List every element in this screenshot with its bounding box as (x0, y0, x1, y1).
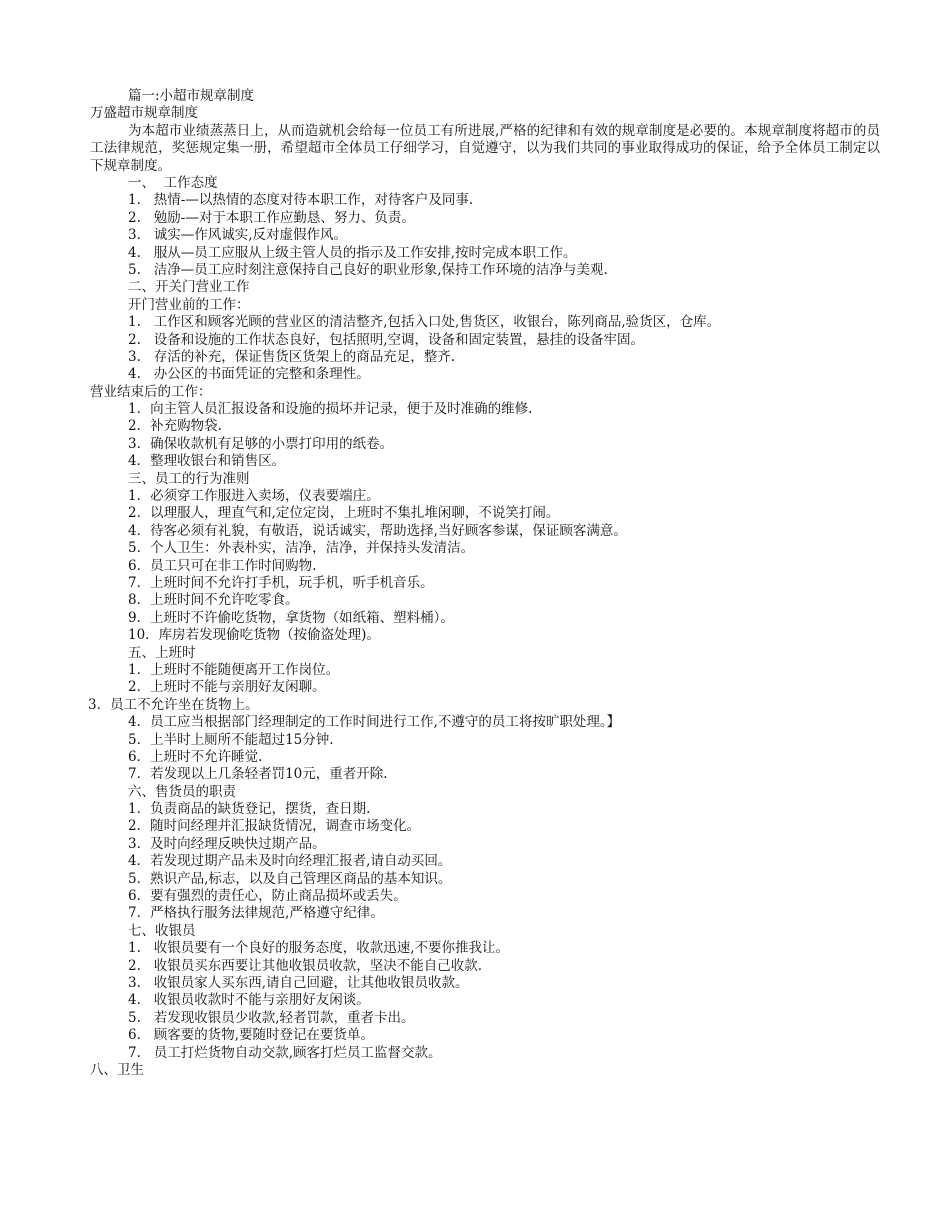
list-item: 5．熟识产品,标志，以及自己管理区商品的基本知识。 (128, 870, 452, 887)
list-item: 1．必须穿工作服进入卖场，仪表要端庄。 (128, 488, 380, 505)
list-item: 5．个人卫生：外表朴实，洁净，洁净，并保持头发清洁。 (128, 540, 475, 557)
list-item: 6．员工只可在非工作时间购物. (128, 557, 317, 574)
intro-paragraph: 为本超市业绩蒸蒸日上，从而造就机会给每一位员工有所进展,严格的纪律和有效的规章制度是必要的。本规章制度将超市的员工法律规范，奖惩规定集一册，希望超市全体员工仔细学习，自觉遵守，以为我们共同的事业取得成功的保证，给予全体员工制定以下规章制度。 (90, 122, 880, 174)
section-heading: 六、售货员的职责 (128, 783, 236, 800)
list-item: 5. 洁净—员工应时刻注意保持自己良好的职业形象,保持工作环境的洁净与美观. (128, 261, 608, 278)
list-item: 2．上班时不能与亲朋好友闲聊。 (128, 679, 326, 696)
list-item: 2. 收银员买东西要让其他收银员收款，坚决不能自己收款. (128, 957, 483, 974)
list-item: 3．员工不允许坐在货物上。 (88, 696, 259, 713)
list-item: 1．上班时不能随便离开工作岗位。 (128, 661, 340, 678)
list-item: 1. 工作区和顾客光顾的营业区的清洁整齐,包括入口处,售货区，收银台，陈列商品,验货区，仓库。 (128, 314, 721, 331)
list-item: 1．负责商品的缺货登记，摆货，查日期. (128, 801, 371, 818)
list-item: 7．若发现以上几条轻者罚10元，重者开除. (128, 766, 388, 783)
list-item: 3. 收银员家人买东西,请自己回避，让其他收银员收款。 (128, 974, 469, 991)
list-item: 4. 办公区的书面凭证的完整和条理性。 (128, 366, 370, 383)
list-item: 5. 若发现收银员少收款,轻者罚款，重者卡出。 (128, 1009, 415, 1026)
section-heading: 一、 工作态度 (128, 175, 218, 191)
list-item: 4. 收银员收款时不能与亲朋好友闲谈。 (128, 992, 370, 1009)
list-item: 7．严格执行服务法律规范,严格遵守纪律。 (128, 905, 384, 922)
subsection-heading: 营业结束后的工作： (90, 383, 212, 400)
list-item: 4．员工应当根据部门经理制定的工作时间进行工作,不遵守的员工将按旷职处理。】 (128, 714, 621, 731)
section-heading: 八、卫生 (90, 1061, 144, 1078)
list-item: 6．要有强烈的责任心，防止商品损坏或丢失。 (128, 888, 407, 905)
list-item: 7．上班时间不允许打手机，玩手机，听手机音乐。 (128, 574, 434, 591)
list-item: 2. 勉励-—对于本职工作应勤恳、努力、负责。 (128, 209, 415, 226)
list-item: 2．以理服人，理直气和,定位定岗，上班时不集扎堆闲聊，不说笑打闹。 (128, 505, 560, 522)
list-item: 8．上班时间不允许吃零食。 (128, 592, 299, 609)
list-item: 5．上半时上厕所不能超过15分钟. (128, 731, 334, 748)
list-item: 1. 热情-—以热情的态度对待本职工作，对待客户及同事. (128, 192, 474, 209)
list-item: 3．及时向经理反映快过期产品。 (128, 835, 326, 852)
list-item: 6．上班时不允许睡觉. (128, 748, 263, 765)
list-item: 4. 服从—员工应服从上级主管人员的指示及工作安排,按时完成本职工作。 (128, 244, 577, 261)
doc-title: 篇一:小超市规章制度 (128, 88, 255, 104)
list-item: 2．随时问经理并汇报缺货情况，调查市场变化。 (128, 818, 421, 835)
section-heading: 二、开关门营业工作 (128, 279, 250, 296)
list-item: 3．确保收款机有足够的小票打印用的纸卷。 (128, 435, 394, 452)
list-item: 6. 顾客要的货物,要随时登记在要货单。 (128, 1027, 375, 1044)
list-item: 2．补充购物袋. (128, 418, 222, 435)
list-item: 1．向主管人员汇报设备和设施的损坏并记录，便于及时准确的维修. (128, 401, 533, 418)
list-item: 10．库房若发现偷吃货物（按偷盗处理)。 (128, 627, 380, 644)
list-item: 7. 员工打烂货物自动交款,顾客打烂员工监督交款。 (128, 1044, 442, 1061)
section-heading: 五、上班时 (128, 644, 196, 661)
document-body (90, 88, 880, 1079)
list-item: 1. 收银员要有一个良好的服务态度，收款迅速,不要你推我让。 (128, 940, 510, 957)
subsection-heading: 开门营业前的工作： (128, 296, 250, 313)
doc-subtitle: 万盛超市规章制度 (90, 105, 198, 122)
list-item: 4．整理收银台和销售区。 (128, 453, 286, 470)
section-heading: 七、收银员 (128, 922, 196, 939)
list-item: 2. 设备和设施的工作状态良好，包括照明,空调，设备和固定装置，悬挂的设备牢固。 (128, 331, 645, 348)
list-item: 4．待客必须有礼貌，有敬语，说话诚实，帮助选择,当好顾客参谋，保证顾客满意。 (128, 522, 627, 539)
list-item: 3. 存活的补充，保证售货区货架上的商品充足，整齐. (128, 348, 456, 365)
section-heading: 三、员工的行为准则 (128, 470, 250, 487)
list-item: 3. 诚实—作风诚实,反对虚假作风。 (128, 227, 348, 244)
list-item: 4．若发现过期产品未及时向经理汇报者,请自动买回。 (128, 853, 452, 870)
list-item: 9．上班时不许偷吃货物，拿货物（如纸箱、塑料桶）。 (128, 609, 454, 626)
